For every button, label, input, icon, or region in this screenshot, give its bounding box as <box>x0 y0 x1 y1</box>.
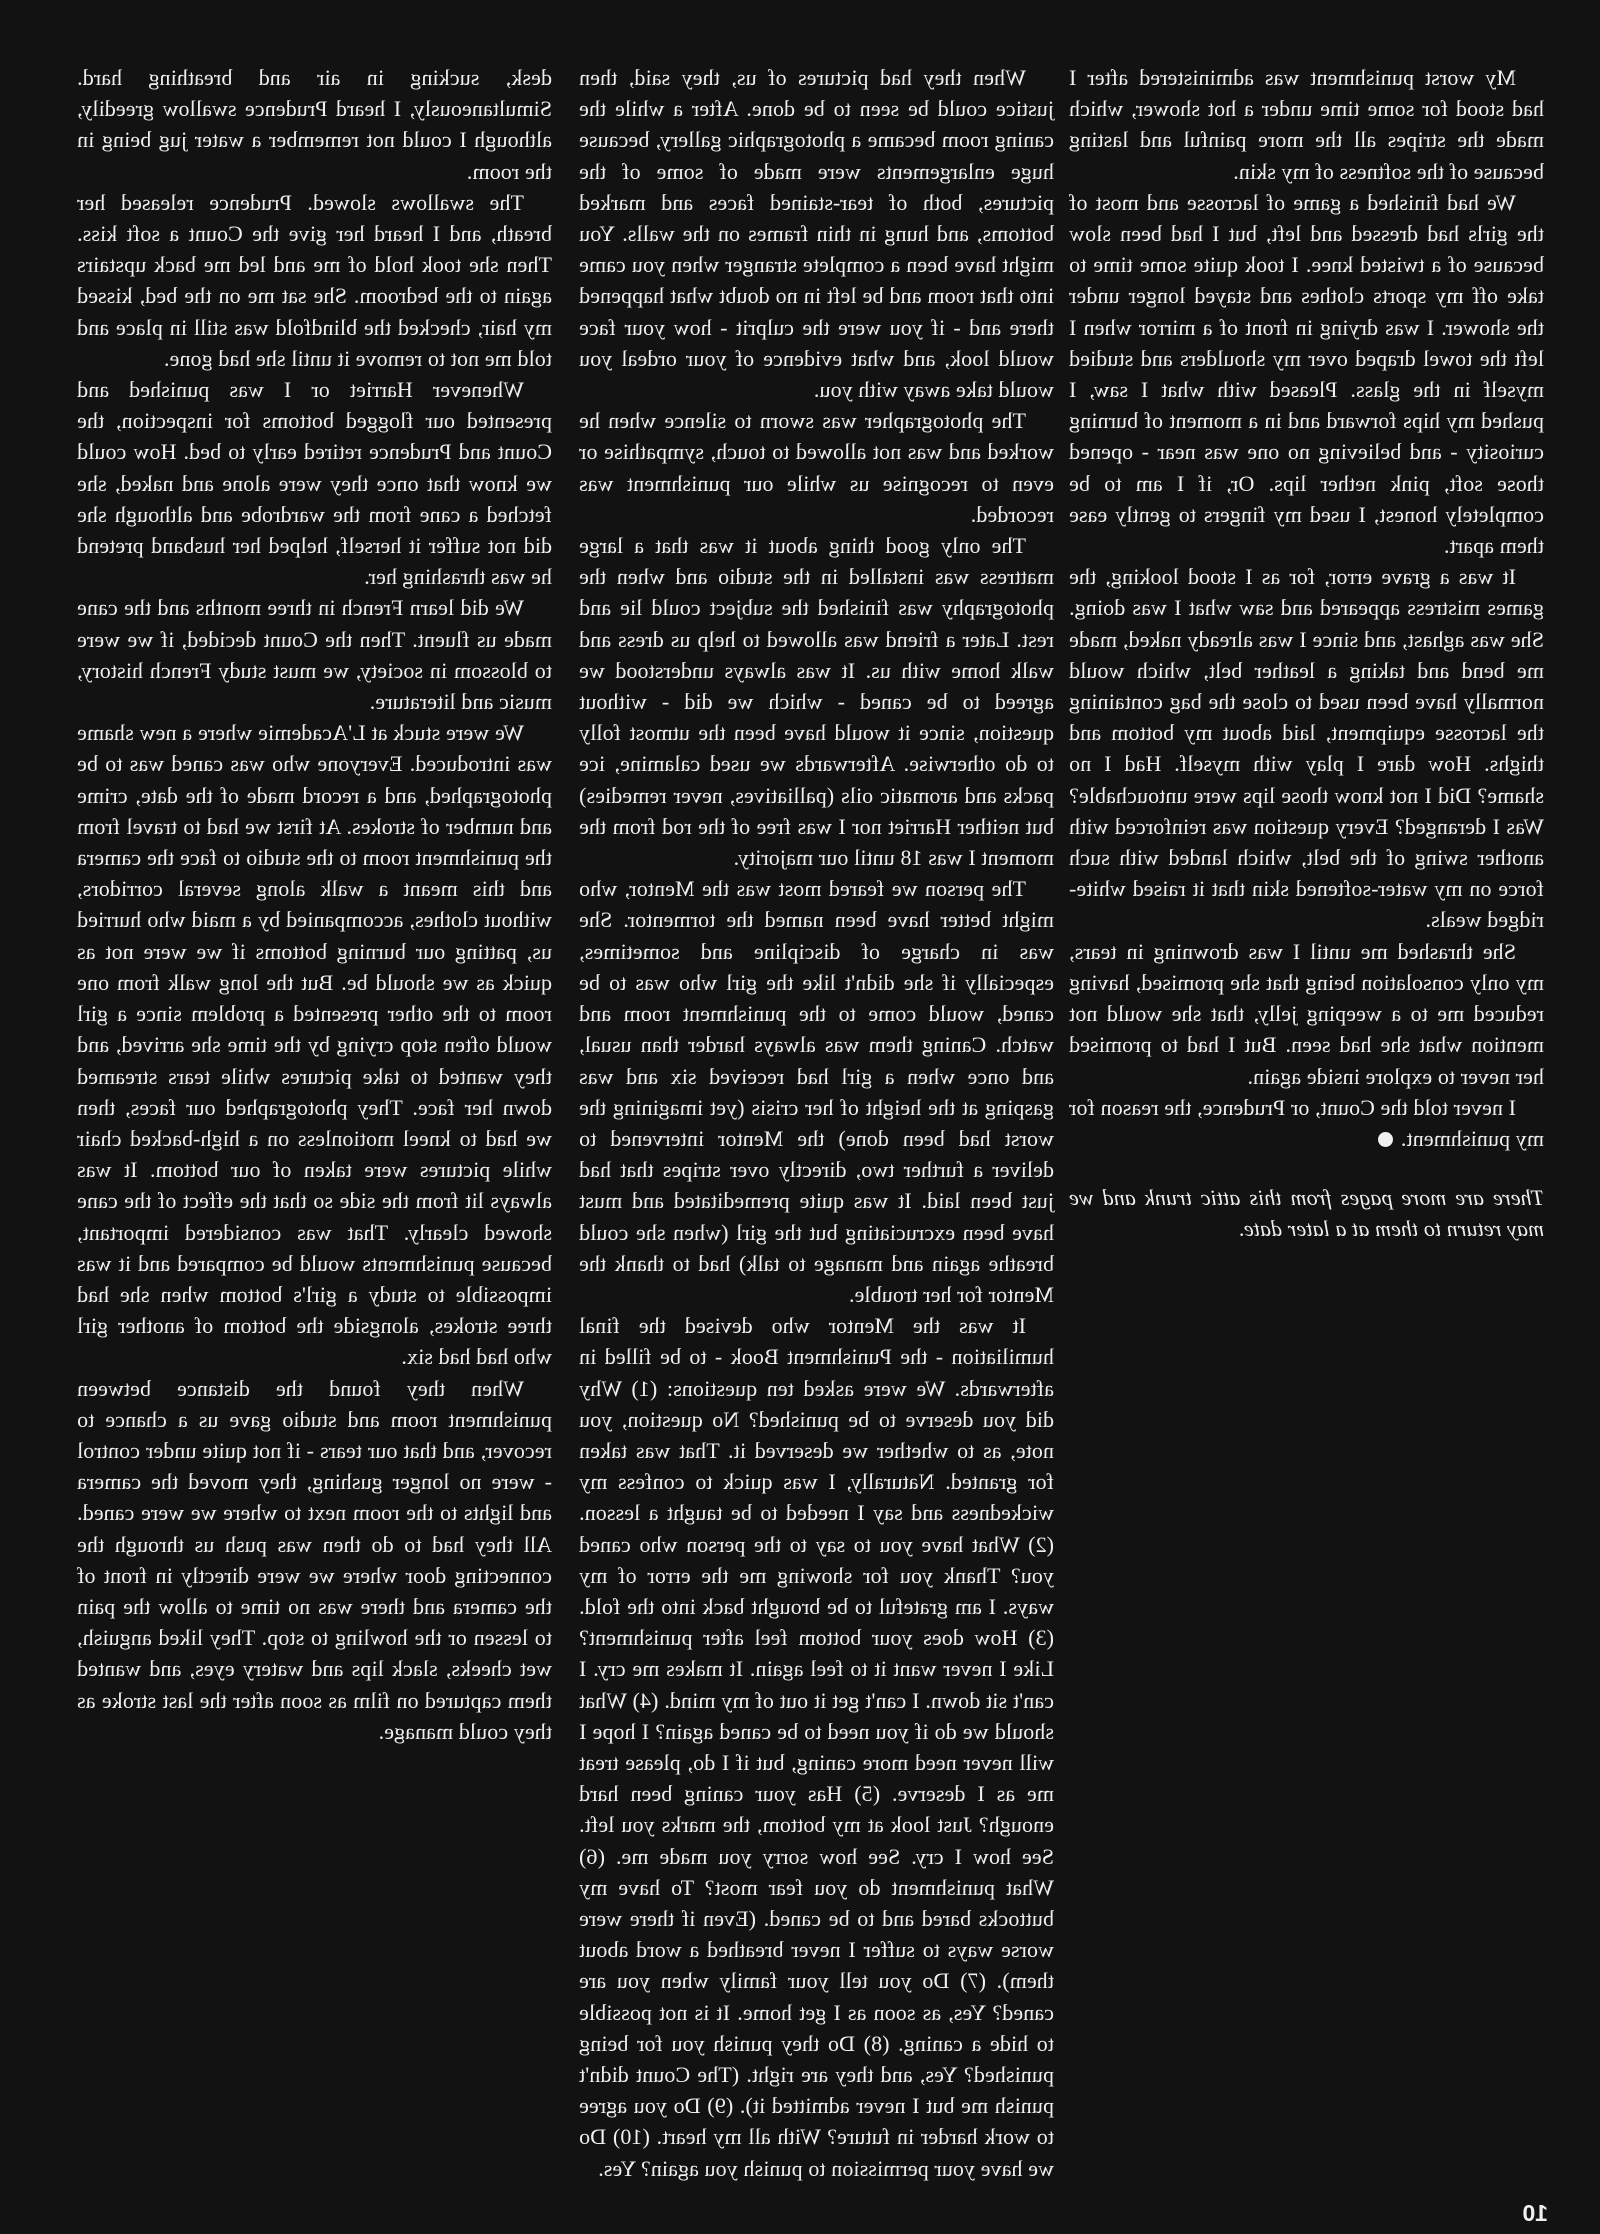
end-of-article-mark <box>1378 1132 1393 1147</box>
article-paragraph: Whenever Harriet or I was punished and presented our flogged bottoms for inspection, the Count and Prudence retired early to bed. How could we know that once they were alone and naked, she fetched a cane from the wardrobe and although she did not suffer it herself, helped her husband pretend he was thrashing her. <box>77 377 552 590</box>
article-paragraph: The only good thing about it was that a large mattress was installed in the studio and when the photography was finished the subject could lie and rest. Later a friend was allowed to help us dress and walk home with us. It was always understood we agreed to be caned - which we did - without question, since it would have been the utmost folly to do otherwise. Afterwards we used calamine, ice packs and aromatic oils (palliatives, never remedies) but neither Harriet nor I was free of the rod from the moment I was 18 until our majority. <box>579 533 1054 871</box>
article-paragraph: The photographer was sworn to silence when he worked and was not allowed to touch, sympathise or even to recognise us while our punishment was recorded. <box>579 408 1054 527</box>
article-paragraph: It was the Mentor who devised the final humiliation - the Punishment Book - to be filled in afterwards. We were asked ten questions: (1) Why did you deserve to be punished? No question, you note, as to whether we deserved it. That was taken for granted. Naturally, I was quick to confess my wickedness and say I needed to be taught a lesson. (2) What have you to say to the person who caned you? Thank you for showing me the error of my ways. I am grateful to be brought back into the fold. (3) How does your bottom feel after punishment? Like I never want it to feel again. It makes me cry. I can't sit down. I can't get it out of my mind. (4) What should we do if you need to be caned again? I hope I will never need more caning, but if I do, please treat me as I deserve. (5) Has your caning been hard enough? Just look at my bottom, the marks you left. See how I cry. See how sorry you made me. (6) What punishment do you fear most? To have my buttocks bared and to be caned. (Even if there were worse ways to suffer I never breathed a word about them). (7) Do you tell your family when you are caned? Yes, as soon as I get home. It is not possible to hide a caning. (8) Do they punish you for being punished? Yes, and they are right. (The Count didn't punish me but I never admitted it). (9) Do you agree to work harder in future? With all my heart. (10) Do we have your permission to punish you again? Yes. <box>579 1313 1054 2181</box>
article-paragraph: When they found the distance between punishment room and studio gave us a chance to recover, and that our tears - if not quite under control - were no longer gushing, they moved the camera and lights to the room next to where we were caned. All they had to do then was push us through the connecting door where we were directly in front of the camera and there was no time to allow the pain to lessen or the howling to stop. They liked anguish, wet cheeks, slack lips and watery eyes, and wanted them captured on film as soon after the last stroke as they could manage. <box>77 1375 552 1744</box>
article-paragraph: The person we feared most was the Mentor, who might better have been named the tormentor. She was in charge of discipline and sometimes, especially if she didn't like the girl who was to be caned, would come to the punishment room and watch. Caning them was always harder than usual, and once when a girl had received six and was gasping at the height of her crisis (yet imagining the worst had been done) the Mentor intervened to deliver a further two, directly over stripes that had just been laid. It was quite premeditated and must have been excruciating but the girl (when she could breathe again and manage to talk) had to thank the Mentor for her trouble. <box>579 876 1054 1307</box>
article-paragraph: desk, sucking in air and breathing hard. Simultaneously, I heard Prudence swallow greedily, although I could not remember a water jug being in the room. <box>77 65 552 184</box>
article-paragraph: We had finished a game of lacrosse and most of the girls had dressed and left, but I had been slow because of a twisted knee. I took quite some time to take off my sports clothes and stayed longer under the shower. I was drying in front of a mirror when I left the towel draped over my shoulders and studied myself in the glass. Pleased with what I saw, I pushed my hips forward and in a moment of burning curiosity - and believing no one was near - opened those soft, pink nether lips. Or, if I am to be completely honest, I used my fingers to gently ease them apart. <box>1069 189 1544 559</box>
article-paragraph: She thrashed me until I was drowning in tears, my only consolation being that she promised, having reduced me to a weeping jelly, that she would not mention what she had seen. But I had to promised her never to explore inside again. <box>1069 938 1544 1089</box>
editor-footnote: There are more pages from this attic trunk and we may return to them at a later date. <box>1069 1185 1544 1242</box>
article-paragraph: It was a grave error, for as I stood looking, the games mistress appeared and saw what I was doing. She was aghast, and since I was already naked, made me bend and taking a leather belt, which would normally have been used to close the bag containing the lacrosse equipment, laid about my bottom and thighs. How dare I play with myself. Had I no shame? Did I not know those lips were untouchable? Was I deranged? Every question was reinforced with another swing of the belt, which landed with such force on my water-softened skin that it raised white-ridged weals. <box>1069 564 1544 933</box>
article-column-first <box>77 62 552 1747</box>
article-paragraph: My worst punishment was administered after I had stood for some time under a hot shower, which made the stripes all the more painful and lasting because of the softness of my skin. <box>1069 65 1544 184</box>
article-paragraph: We did learn French in three months and the cane made us fluent. Then the Count decided, if we were to blossom in society, we must study French history, music and literature. <box>77 595 552 715</box>
article-column-third <box>1069 62 1544 1245</box>
page-number: 10 <box>1522 2200 1548 2226</box>
article-column-second <box>579 62 1054 2184</box>
closing-paragraph-text: I never told the Count, or Prudence, the reason for my punishment. <box>1069 1094 1544 1151</box>
closing-paragraph <box>1069 1092 1544 1154</box>
article-paragraph: The swallows slowed. Prudence released her breath, and I heard her give the Count a soft kiss. Then she took hold of me and led me back upstairs again to the bedroom. She sat me on the bed, kissed my hair, checked the blindfold was still in place and told me not to remove it until she had gone. <box>77 189 552 371</box>
article-paragraph: We were stuck at L'Academie where a new shame was introduced. Everyone who was caned was to be photographed, and a record made of the date, crime and number of strokes. At first we had to travel from the punishment room to the studio to face the camera and this meant a walk along several corridors, without clothes, accompanied by a maid who hurried us, patting our burning bottoms if we were not as quick as we should be. But the long walk from one room to the other presented a problem since a girl would often stop crying by the time she arrived, and they wanted to take pictures while tears streamed down her face. They photographed our faces, then we had to kneel motionless on a high-backed chair while pictures were taken of our bottom. It was always lit from the side so that the effect of the cane showed clearly. That was considered important, because punishments would be compared and it was impossible to study a girl's bottom when she had three strokes, alongside the bottom of another girl who had had six. <box>77 720 552 1370</box>
article-paragraph: When they had pictures of us, they said, then justice could be seen to be done. After a while the caning room became a photographic gallery, because huge enlargements were made of some of the pictures, both of tear-stained faces and marked bottoms, and hung in thin frames on the walls. You might have been a complete stranger when you came into that room and be left in no doubt what happened there and - if you were the culprit - how your face would look, and what evidence of your ordeal you would take away with you. <box>579 65 1054 403</box>
